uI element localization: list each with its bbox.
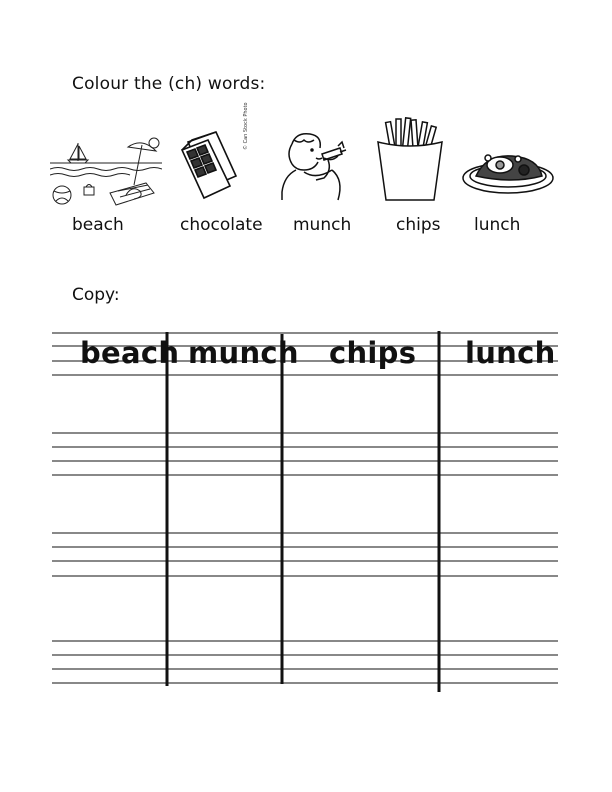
copy-word-chips: chips [329, 336, 417, 370]
copy-word-beach: beach [80, 336, 180, 370]
photo-credit: © Can Stock Photo [243, 102, 249, 150]
picture-label-chips: chips [396, 215, 441, 235]
picture-label-beach: beach [72, 215, 124, 235]
instruction-heading: Colour the (ch) words: [72, 74, 266, 94]
copy-word-lunch: lunch [465, 336, 556, 370]
picture-label-chocolate: chocolate [180, 215, 263, 235]
picture-label-lunch: lunch [474, 215, 521, 235]
copy-heading: Copy: [72, 285, 120, 305]
picture-label-munch: munch [293, 215, 352, 235]
copy-word-munch: munch [188, 336, 299, 370]
